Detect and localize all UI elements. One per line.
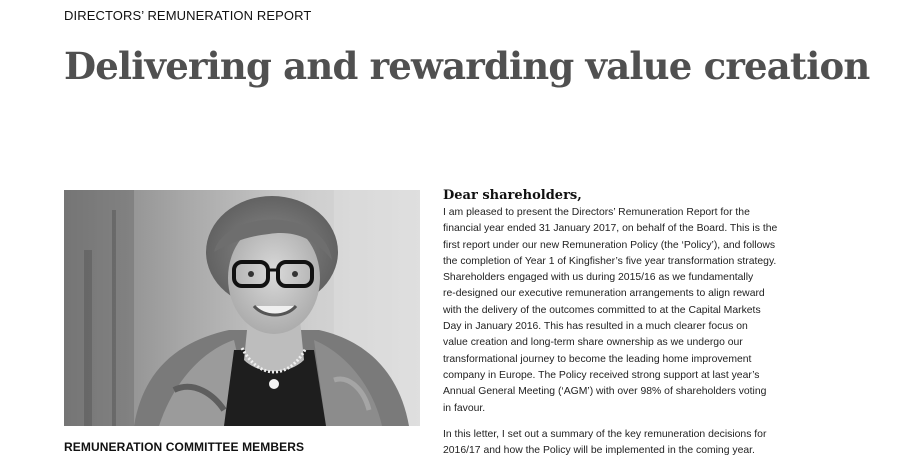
text-line: re-designed our executive remuneration arrangements to align reward (443, 288, 765, 300)
paragraph-1 (443, 205, 795, 417)
text-line: first report under our new Remuneration Policy (the ‘Policy’), and follows (443, 239, 776, 251)
salutation: Dear shareholders, (443, 188, 582, 203)
text-line: 2016/17 and how the Policy will be implemented in the coming year. (443, 445, 755, 457)
portrait-photo (64, 190, 420, 426)
letter-body (443, 188, 795, 469)
text-line: I am pleased to present the Directors’ Remuneration Report for the (443, 207, 750, 218)
page-title: Delivering and rewarding value creation (64, 44, 870, 88)
committee-caption: REMUNERATION COMMITTEE MEMBERS (64, 440, 305, 454)
text-line: transformational journey to become the leading home improvement (443, 353, 752, 365)
text-line: value creation and long-term share ownership as we undergo our (443, 337, 743, 349)
paragraph-2 (443, 427, 795, 460)
text-line: In this letter, I set out a summary of the key remuneration decisions for (443, 428, 767, 440)
text-line: company in Europe. The Policy received strong support at last year’s (443, 369, 760, 381)
section-label: DIRECTORS’ REMUNERATION REPORT (64, 8, 312, 23)
text-line: Day in January 2016. This has resulted in a much clearer focus on (443, 321, 748, 333)
text-line: financial year ended 31 January 2017, on behalf of the Board. This is the (443, 223, 778, 235)
text-line: with the delivery of the outcomes committed to at the Capital Markets (443, 304, 761, 316)
text-line: the completion of Year 1 of Kingfisher’s five year transformation strategy. (443, 255, 777, 267)
text-line: Annual General Meeting (‘AGM’) with over 98% of shareholders voting (443, 386, 767, 398)
text-line: Shareholders engaged with us during 2015/16 as we fundamentally (443, 272, 754, 284)
text-line: in favour. (443, 402, 486, 414)
